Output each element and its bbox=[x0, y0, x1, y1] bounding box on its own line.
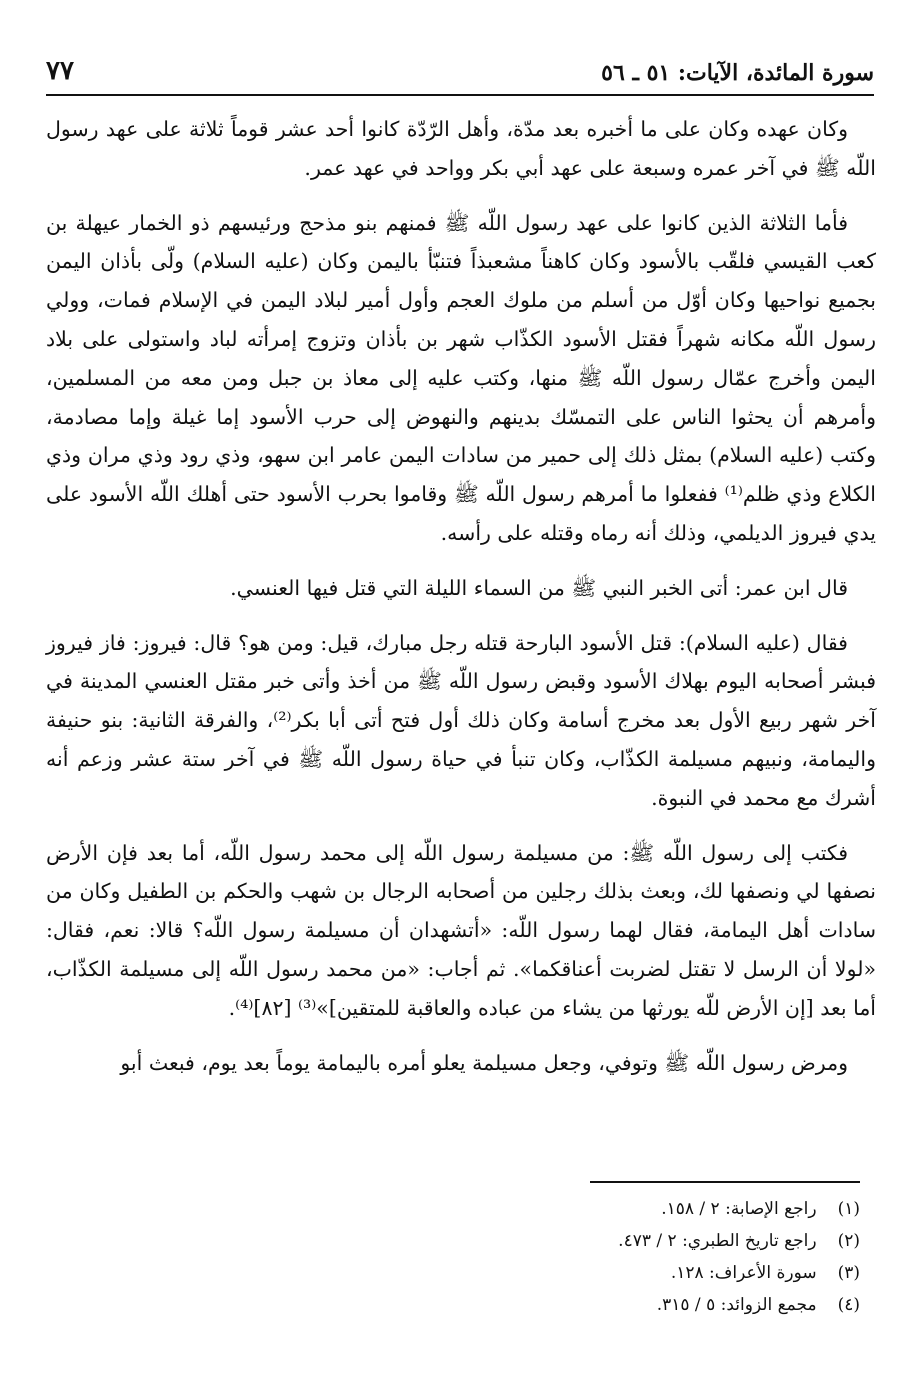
paragraph: قال ابن عمر: أتى الخبر النبي ﷺ من السماء الليلة التي قتل فيها العنسي. bbox=[230, 575, 848, 600]
page-header bbox=[46, 52, 874, 96]
paragraph: فكتب إلى رسول اللّه ﷺ: من مسيلمة رسول اللّه إلى محمد رسول اللّه، أما بعد فإن الأرض نصفها لي ونصفها لك، وبعث بذلك رجلين من أصحابه الرجال بن شهب والحكم بن الطفيل وكان من سادات أهل اليمامة، فقال لهما رسول اللّه: «أتشهدان أن مسيلمة رسول اللّه؟ قالا: نعم، فقال: «لولا أن الرسل لا تقتل لضربت أعناقكما». ثم أجاب: «من محمد رسول اللّه إلى مسيلمة الكذّاب، أما بعد [إن الأرض للّه يورثها من يشاء من عباده والعاقبة للمتقين]»⁽³⁾ [٨٢]⁽⁴⁾. bbox=[46, 840, 877, 1020]
footnote-number: (٣) bbox=[837, 1263, 860, 1283]
footnote bbox=[40, 1225, 860, 1257]
footnote-divider bbox=[590, 1181, 860, 1183]
footnote-text: راجع الإصابة: ٢ / ١٥٨. bbox=[661, 1199, 817, 1219]
footnote-text: مجمع الزوائد: ٥ / ٣١٥. bbox=[656, 1295, 817, 1315]
footnote bbox=[40, 1193, 860, 1225]
page-number: ٧٧ bbox=[46, 56, 74, 86]
footnote-number: (٢) bbox=[837, 1231, 860, 1251]
body-text bbox=[46, 110, 876, 1098]
paragraph: وكان عهده وكان على ما أخبره بعد مدّة، وأهل الرّدّة كانوا أحد عشر قوماً ثلاثة على عهد رسول اللّه ﷺ في آخر عمره وسبعة على عهد أبي بكر وواحد في عهد عمر. bbox=[46, 117, 876, 180]
footnotes bbox=[40, 1193, 860, 1321]
running-title: سورة المائدة، الآيات: ٥١ ـ ٥٦ bbox=[601, 60, 874, 86]
footnote-number: (٤) bbox=[837, 1295, 860, 1315]
footnote bbox=[40, 1257, 860, 1289]
footnote bbox=[40, 1289, 860, 1321]
paragraph: ومرض رسول اللّه ﷺ وتوفي، وجعل مسيلمة يعلو أمره باليمامة يوماً بعد يوم، فبعث أبو bbox=[120, 1050, 848, 1075]
paragraph: فأما الثلاثة الذين كانوا على عهد رسول اللّه ﷺ فمنهم بنو مذحج ورئيسهم ذو الخمار عيهلة بن كعب القيسي فلقّب بالأسود وكان كاهناً مشعبذاً فتنبّأ باليمن وكان (عليه السلام) ولّى بأذان اليمن بجميع نواحيها وكان أوّل من أسلم من ملوك العجم وأول أمير لبلاد اليمن في الإسلام فمات، وولي رسول اللّه مكانه شهراً فقتل الأسود الكذّاب شهر بن بأذان وتزوج إمرأته لباد واستولى على بلاد اليمن وأخرج عمّال رسول اللّه ﷺ منها، وكتب عليه إلى معاذ بن جبل ومن معه من المسلمين، وأمرهم أن يحثوا الناس على التمسّك بدينهم والنهوض إلى حرب الأسود إما غيلة وإما مصادمة، وكتب (عليه السلام) بمثل ذلك إلى حمير من سادات اليمن عامر ابن سهو، وذي رود وذي مران وذي الكلاع وذي ظلم⁽¹⁾ ففعلوا ما أمرهم رسول اللّه ﷺ وقاموا بحرب الأسود حتى أهلك اللّه الأسود على يدي فيروز الديلمي، وذلك أنه رماه وقتله على رأسه. bbox=[46, 210, 876, 545]
footnote-text: سورة الأعراف: ١٢٨. bbox=[670, 1263, 817, 1283]
footnote-number: (١) bbox=[837, 1199, 860, 1219]
footnote-text: راجع تاريخ الطبري: ٢ / ٤٧٣. bbox=[618, 1231, 817, 1251]
paragraph: فقال (عليه السلام): قتل الأسود البارحة قتله رجل مبارك، قيل: ومن هو؟ قال: فيروز: فاز فيروز فبشر أصحابه اليوم بهلاك الأسود وقبض رسول اللّه ﷺ من أخذ وأتى خبر مقتل العنسي المدينة في آخر شهر ربيع الأول بعد مخرج أسامة وكان ذلك أول فتح أتى أبا بكر⁽²⁾، والفرقة الثانية: بنو حنيفة واليمامة، ونبيهم مسيلمة الكذّاب، وكان تنبأ في حياة رسول اللّه ﷺ في آخر ستة عشر وزعم أنه أشرك مع محمد في النبوة. bbox=[46, 630, 876, 810]
